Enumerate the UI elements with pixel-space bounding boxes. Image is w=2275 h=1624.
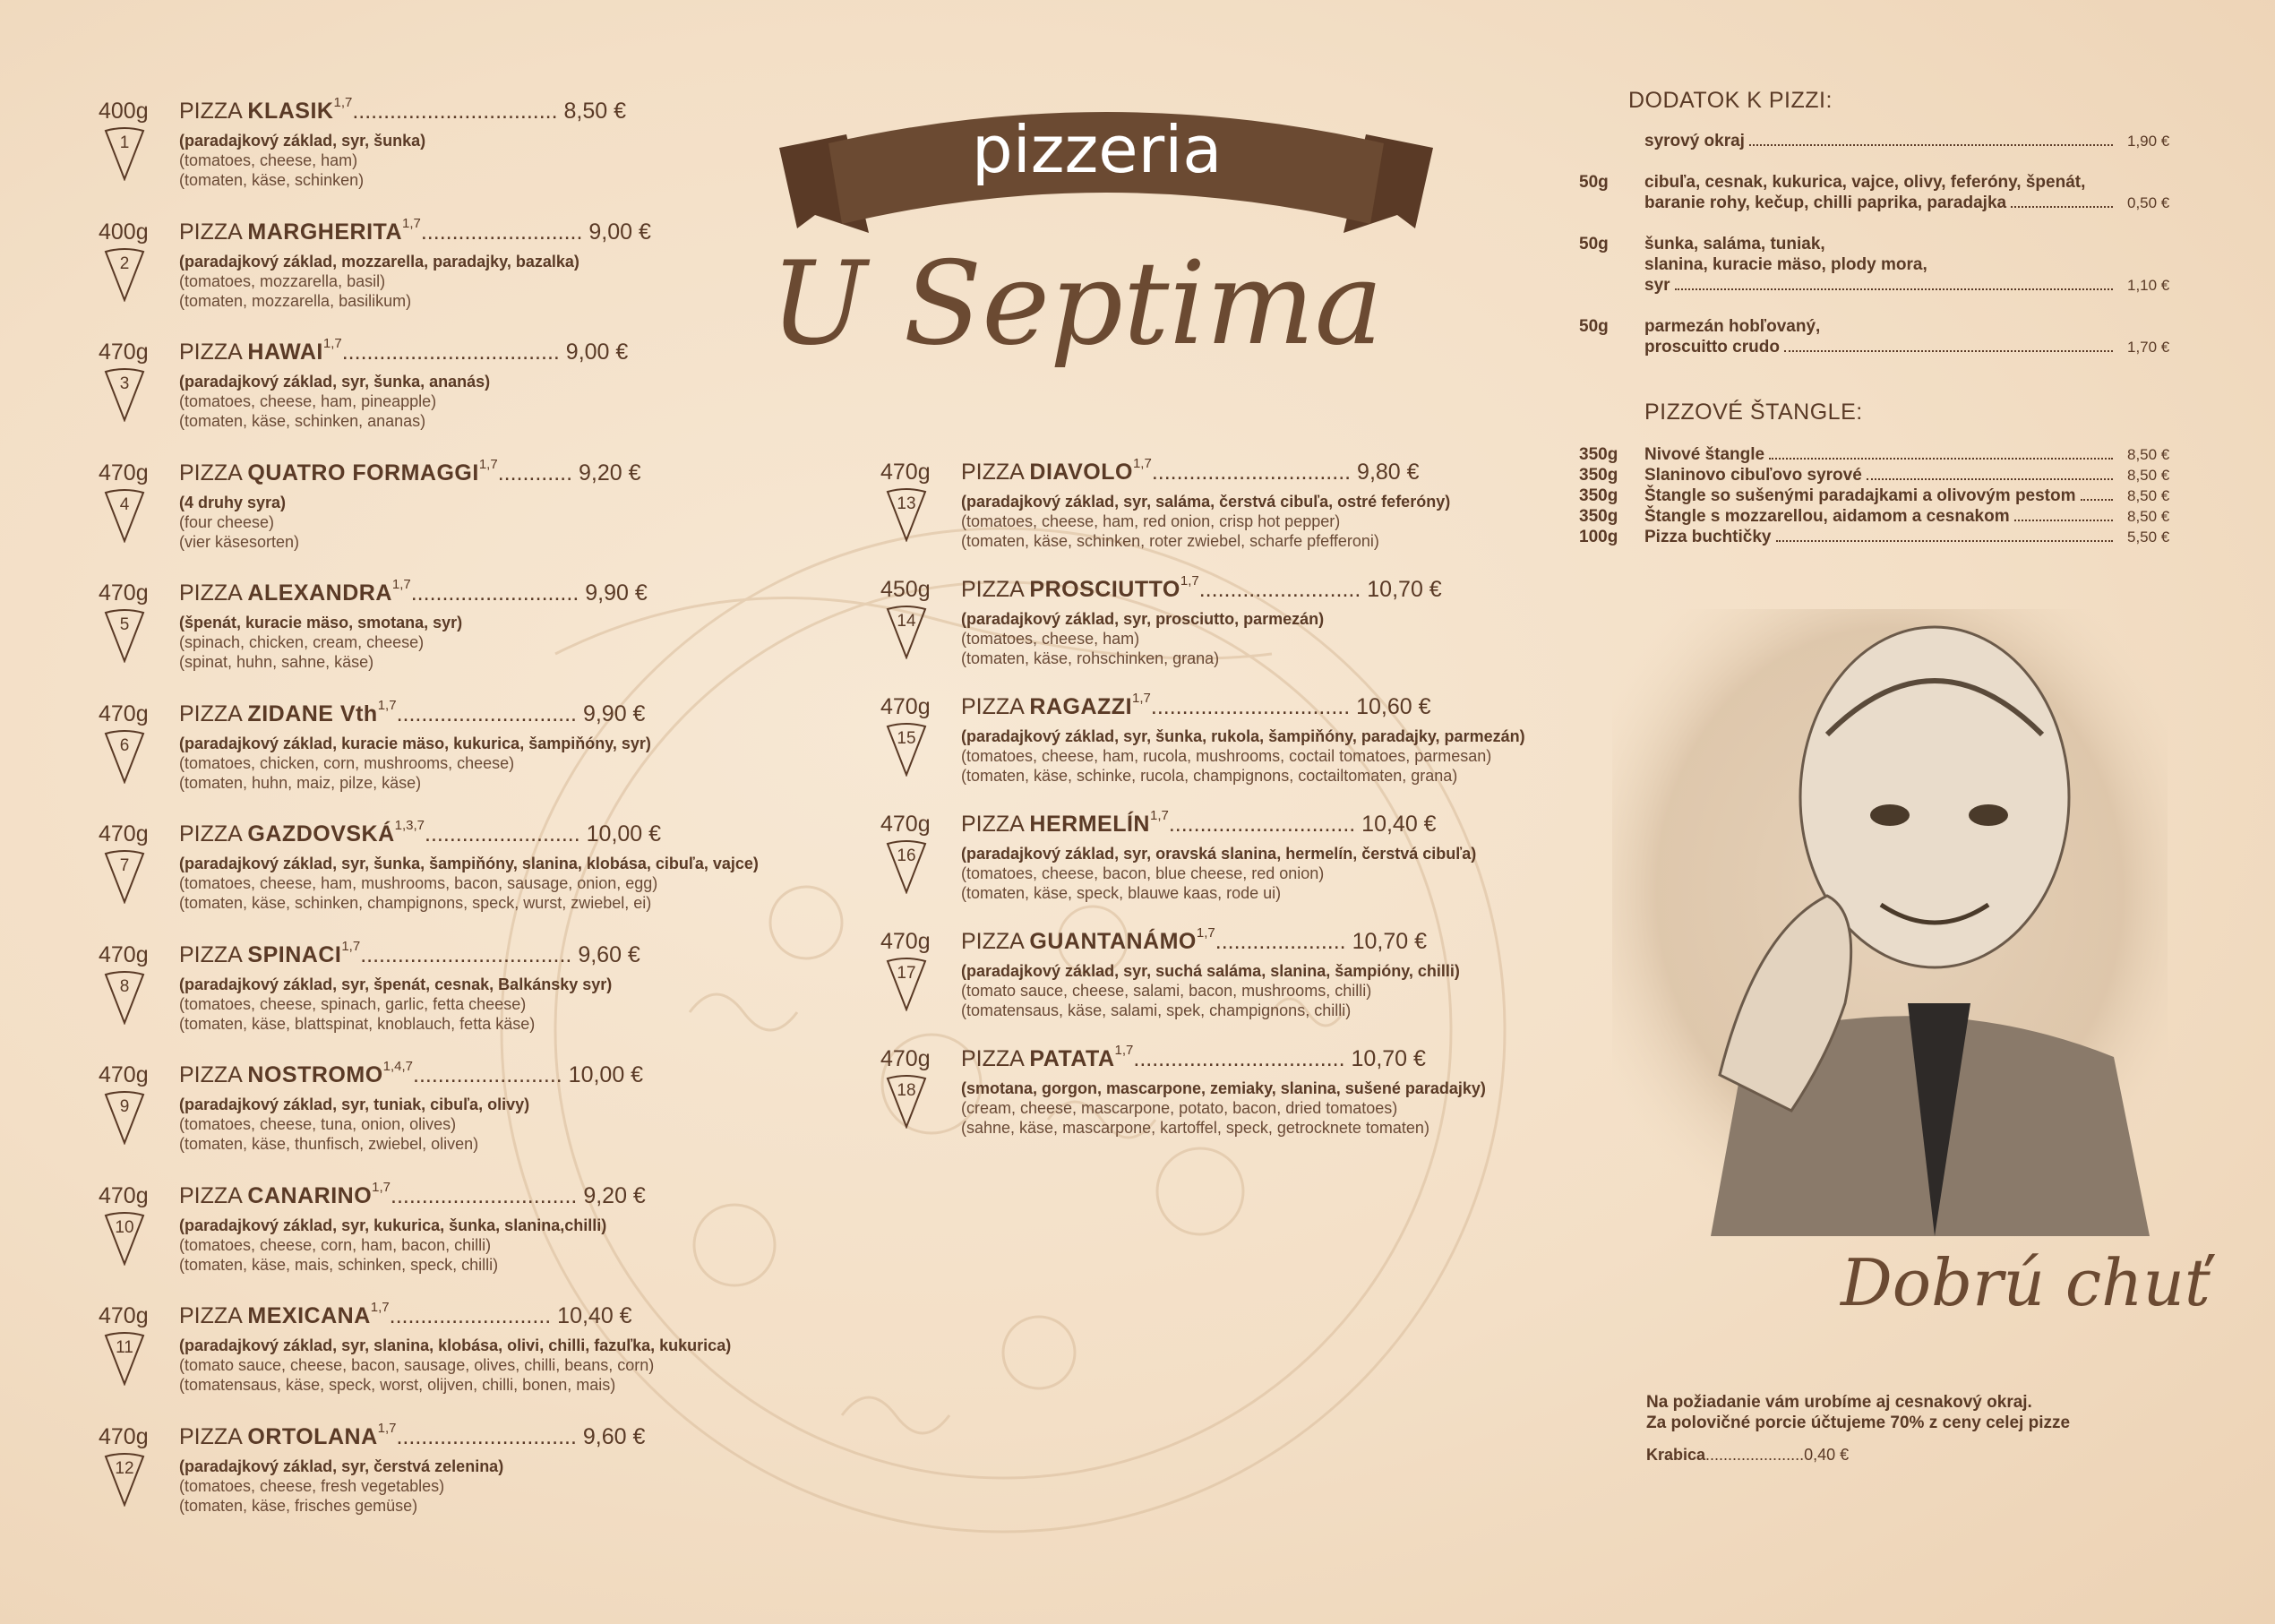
extra-weight — [1579, 173, 1609, 193]
pizza-number: 1 — [119, 133, 130, 152]
signoff-text: Dobrú chuť — [1841, 1245, 2211, 1320]
pizza-prefix: PIZZA — [179, 1062, 242, 1087]
pizza-number: 12 — [115, 1458, 134, 1478]
extra-text: parmezán hobľovaný, — [1644, 317, 1821, 336]
pizza-name: CANARINO — [247, 1182, 373, 1208]
pizza-desc-en: (tomatoes, cheese, ham, pineapple) — [179, 392, 437, 410]
pizza-desc-sk: (4 druhy syra) — [179, 493, 287, 511]
pizza-price: 10,00 € — [568, 1062, 644, 1087]
pizza-prefix: PIZZA — [179, 1423, 242, 1449]
pizza-allergens: 1,7 — [391, 577, 411, 592]
note-half-portions: Za polovičné porcie účtujeme 70% z ceny celej pizze — [1646, 1413, 2071, 1432]
pizza-title-line — [179, 697, 646, 727]
pizza-name: QUATRO FORMAGGI — [247, 460, 479, 485]
pizza-prefix: PIZZA — [961, 1046, 1024, 1071]
pizza-price: 10,70 € — [1352, 929, 1427, 954]
pizza-desc-sk: (paradajkový základ, syr, čerstvá zelenina) — [179, 1456, 504, 1475]
pizza-weight: 470g — [880, 929, 931, 954]
pizza-weight: 470g — [99, 1303, 149, 1328]
pizza-allergens: 1,7 — [377, 697, 397, 713]
pizza-number: 6 — [119, 735, 130, 755]
pizza-number: 4 — [119, 494, 130, 514]
pizza-slice-icon — [104, 489, 145, 537]
pizza-dots: ................................ — [1151, 460, 1352, 485]
pizza-weight: 470g — [99, 580, 149, 606]
pizza-desc-de: (tomaten, käse, blattspinat, knoblauch, fetta käse) — [179, 1014, 536, 1033]
extra-price: 0,50 € — [2127, 194, 2170, 211]
pizza-desc-sk: (paradajkový základ, syr, špenát, cesnak, Balkánsky syr) — [179, 975, 613, 993]
extra-text: syrový okraj — [1644, 132, 1745, 150]
extra-line — [1644, 255, 1927, 275]
pizza-allergens: 1,7 — [1180, 573, 1199, 589]
note-garlic-crust: Na požiadanie vám urobíme aj cesnakový okraj. — [1646, 1393, 2032, 1412]
pizza-desc-de: (tomatensaus, käse, speck, worst, olijven, chilli, bonen, mais) — [179, 1376, 616, 1394]
stangle-price: 8,50 € — [2127, 446, 2170, 463]
pizza-dots: ........................ — [413, 1062, 562, 1087]
pizza-desc-sk: (paradajkový základ, mozzarella, paradajky, bazalka) — [179, 252, 579, 271]
stangle-weight: 350g — [1579, 486, 1618, 505]
pizza-allergens: 1,7 — [1196, 925, 1215, 941]
pizza-slice-icon — [104, 127, 145, 176]
extra-dots — [1784, 349, 2113, 352]
pizza-slice-icon — [886, 958, 927, 1006]
pizza-slice-icon — [886, 840, 927, 889]
stangle-row — [1579, 528, 2113, 547]
pizza-slice-icon — [104, 1453, 145, 1501]
pizza-number: 10 — [115, 1217, 134, 1237]
stangle-dots — [2014, 519, 2113, 521]
pizza-prefix: PIZZA — [179, 941, 242, 967]
pizza-desc-de: (spinat, huhn, sahne, käse) — [179, 653, 374, 671]
pizza-price: 10,40 € — [557, 1303, 632, 1328]
pizza-desc-de: (tomaten, huhn, maiz, pilze, käse) — [179, 773, 422, 792]
pizza-prefix: PIZZA — [179, 99, 242, 124]
extras-title: DODATOK K PIZZI: — [1628, 88, 1833, 113]
pizza-desc-sk: (paradajkový základ, kuracie mäso, kukurica, šampiňóny, syr) — [179, 734, 651, 752]
pizza-slice-icon — [886, 488, 927, 537]
extra-text: šunka, saláma, tuniak, — [1644, 235, 1825, 253]
pizza-number: 2 — [119, 253, 130, 273]
extra-line — [1644, 317, 1820, 337]
pizza-weight: 400g — [99, 99, 149, 124]
pizza-desc-de: (vier käsesorten) — [179, 532, 300, 551]
stangle-weight: 350g — [1579, 507, 1618, 526]
pizza-title-line — [961, 573, 1442, 603]
box-dots: ...................... — [1705, 1446, 1805, 1464]
extra-line — [1644, 235, 1825, 254]
pizza-name: NOSTROMO — [247, 1062, 383, 1087]
extra-text: proscuitto crudo — [1644, 338, 1780, 357]
pizza-allergens: 1,7 — [402, 215, 421, 231]
pizza-title-line — [179, 1420, 646, 1450]
pizza-title-line — [179, 1179, 646, 1209]
extra-text: cibuľa, cesnak, kukurica, vajce, olivy, feferóny, špenát, — [1644, 173, 2086, 192]
pizza-desc-de: (sahne, käse, mascarpone, kartoffel, speck, getrocknete tomaten) — [961, 1119, 1429, 1137]
pizza-weight: 470g — [880, 694, 931, 719]
pizza-title-line — [179, 456, 641, 486]
stangle-price: 8,50 € — [2127, 487, 2170, 504]
pizza-weight: 470g — [880, 460, 931, 485]
extra-line — [1644, 338, 2113, 357]
extra-text: slanina, kuracie mäso, plody mora, — [1644, 255, 1927, 274]
pizza-weight: 470g — [99, 700, 149, 726]
pizza-desc-de: (tomaten, käse, mais, schinken, speck, chilli) — [179, 1255, 499, 1274]
pizza-title-line — [179, 818, 662, 847]
pizza-weight: 470g — [99, 1182, 149, 1208]
pizza-desc-en: (tomatoes, cheese, bacon, blue cheese, red onion) — [961, 864, 1325, 882]
pizza-prefix: PIZZA — [961, 577, 1024, 602]
pizza-slice-icon — [104, 609, 145, 657]
pizza-name: RAGAZZI — [1029, 694, 1133, 719]
pizza-price: 9,60 € — [578, 941, 640, 967]
pizza-prefix: PIZZA — [961, 460, 1024, 485]
pizza-desc-en: (tomatoes, chicken, corn, mushrooms, cheese) — [179, 753, 515, 772]
pizza-desc-en: (tomatoes, mozzarella, basil) — [179, 271, 386, 290]
pizza-allergens: 1,7 — [1149, 808, 1169, 823]
pizza-title-line — [179, 95, 627, 125]
extra-weight-value: 50g — [1579, 317, 1609, 336]
pizza-allergens: 1,7 — [377, 1420, 397, 1436]
pizza-dots: ............ — [497, 460, 573, 485]
pizza-price: 9,00 € — [588, 219, 651, 245]
stangle-weight: 350g — [1579, 466, 1618, 485]
pizza-prefix: PIZZA — [179, 1182, 242, 1208]
pizza-desc-de: (tomaten, käse, thunfisch, zwiebel, oliven) — [179, 1135, 479, 1153]
pizza-dots: .............................. — [391, 1182, 578, 1208]
pizza-slice-icon — [886, 606, 927, 654]
pizza-allergens: 1,7 — [372, 1179, 391, 1195]
stangle-dots — [1867, 477, 2113, 480]
pizza-price: 10,70 € — [1367, 577, 1442, 602]
pizza-slice-icon — [104, 248, 145, 296]
pizza-name: HAWAI — [247, 339, 323, 365]
pizza-allergens: 1,7 — [333, 95, 353, 110]
pizza-name: MARGHERITA — [247, 219, 402, 245]
pizza-name: DIAVOLO — [1029, 460, 1133, 485]
pizza-desc-sk: (paradajkový základ, syr, suchá saláma, slanina, šampióny, chilli) — [961, 962, 1460, 980]
pizza-desc-en: (tomatoes, cheese, ham, rucola, mushrooms, coctail tomatoes, parmesan) — [961, 747, 1492, 765]
extra-line — [1644, 173, 2085, 193]
extra-weight — [1579, 235, 1609, 254]
pizza-allergens: 1,4,7 — [382, 1059, 414, 1074]
pizza-price: 8,50 € — [563, 99, 627, 124]
pizza-dots: .................................. — [1133, 1046, 1345, 1071]
stangle-title: PIZZOVÉ ŠTANGLE: — [1644, 400, 1863, 425]
pizza-prefix: PIZZA — [179, 580, 242, 606]
pizza-desc-sk: (paradajkový základ, syr, tuniak, cibuľa, olivy) — [179, 1096, 530, 1113]
note-box — [1646, 1446, 1849, 1465]
stangle-name: Štangle s mozzarellou, aidamom a cesnakom — [1644, 507, 2010, 526]
extra-weight — [1579, 317, 1609, 337]
stangle-name: Nivové štangle — [1644, 445, 1765, 464]
pizza-allergens: 1,7 — [322, 336, 342, 351]
pizza-title-line — [179, 336, 629, 365]
pizza-desc-sk: (smotana, gorgon, mascarpone, zemiaky, slanina, sušené paradajky) — [961, 1079, 1486, 1097]
pizza-desc-en: (spinach, chicken, cream, cheese) — [179, 633, 425, 651]
pizza-number: 17 — [897, 964, 916, 983]
pizza-desc-en: (tomatoes, cheese, corn, ham, bacon, chilli) — [179, 1235, 492, 1254]
pizza-desc-de: (tomaten, käse, schinken) — [179, 171, 365, 189]
extra-price: 1,10 € — [2127, 277, 2170, 294]
pizza-slice-icon — [886, 1075, 927, 1123]
pizza-desc-en: (tomato sauce, cheese, bacon, sausage, olives, chilli, beans, corn) — [179, 1356, 655, 1374]
extra-dots — [2011, 205, 2113, 208]
pizza-name: PATATA — [1029, 1046, 1115, 1071]
pizza-name: MEXICANA — [247, 1303, 371, 1328]
pizza-number: 5 — [119, 615, 130, 634]
pizza-name: PROSCIUTTO — [1029, 577, 1180, 602]
pizza-prefix: PIZZA — [179, 1303, 242, 1328]
pizza-name: HERMELÍN — [1029, 812, 1150, 837]
pizza-desc-sk: (paradajkový základ, syr, oravská slanina, hermelín, čerstvá cibuľa) — [961, 845, 1477, 863]
pizza-name: GAZDOVSKÁ — [247, 821, 395, 846]
pizza-desc-sk: (paradajkový základ, syr, saláma, čerstvá cibuľa, ostré feferóny) — [961, 493, 1451, 511]
pizza-allergens: 1,7 — [1132, 456, 1152, 471]
pizza-dots: .......................... — [420, 219, 583, 245]
pizza-prefix: PIZZA — [961, 694, 1024, 719]
pizza-slice-icon — [104, 368, 145, 417]
pizza-title-line — [961, 456, 1420, 485]
stangle-dots — [1776, 539, 2114, 542]
pizza-desc-sk: (paradajkový základ, syr, kukurica, šunka, slanina,chilli) — [179, 1216, 607, 1234]
pizza-desc-sk: (špenát, kuracie mäso, smotana, syr) — [179, 614, 463, 632]
stangle-row — [1579, 445, 2113, 465]
stangle-row — [1579, 466, 2113, 485]
pizza-slice-icon — [104, 1332, 145, 1380]
pizza-number: 14 — [897, 612, 916, 631]
pizza-dots: ..................... — [1215, 929, 1346, 954]
pizza-desc-en: (tomato sauce, cheese, salami, bacon, mushrooms, chilli) — [961, 982, 1372, 1000]
pizza-name: SPINACI — [247, 941, 342, 967]
stangle-weight: 350g — [1579, 445, 1618, 464]
pizza-prefix: PIZZA — [179, 700, 242, 726]
pizza-name: ALEXANDRA — [247, 580, 392, 606]
pizza-title-line — [179, 215, 651, 245]
pizza-weight: 470g — [99, 1062, 149, 1087]
pizza-slice-icon — [104, 971, 145, 1019]
pizza-dots: ......................... — [425, 821, 580, 846]
extra-line — [1644, 276, 2113, 296]
portrait-photo — [1612, 609, 2168, 1236]
pizza-allergens: 1,7 — [1132, 691, 1151, 706]
pizza-desc-de: (tomatensaus, käse, salami, spek, champignons, chilli) — [961, 1001, 1352, 1019]
pizza-desc-sk: (paradajkový základ, syr, slanina, klobása, olivi, chilli, fazuľka, kukurica) — [179, 1336, 732, 1354]
pizza-weight: 470g — [99, 1423, 149, 1449]
pizza-number: 3 — [119, 374, 130, 393]
pizza-number: 9 — [119, 1097, 130, 1116]
pizza-price: 9,00 € — [565, 339, 629, 365]
pizza-price: 9,60 € — [582, 1423, 646, 1449]
pizza-allergens: 1,7 — [1114, 1043, 1134, 1058]
pizza-allergens: 1,7 — [370, 1300, 390, 1315]
pizza-desc-en: (tomatoes, cheese, ham, mushrooms, bacon, sausage, onion, egg) — [179, 874, 658, 892]
pizza-number: 8 — [119, 976, 130, 996]
pizza-allergens: 1,7 — [478, 456, 498, 472]
pizza-slice-icon — [104, 730, 145, 778]
pizza-price: 9,90 € — [582, 700, 646, 726]
pizza-desc-sk: (paradajkový základ, syr, prosciutto, parmezán) — [961, 610, 1325, 628]
pizza-desc-en: (tomatoes, cheese, tuna, onion, olives) — [179, 1115, 457, 1133]
pizza-number: 18 — [897, 1081, 916, 1100]
pizza-weight: 470g — [99, 339, 149, 365]
stangle-dots — [2081, 498, 2113, 501]
ribbon-label: pizzeria — [972, 112, 1223, 187]
pizza-desc-en: (four cheese) — [179, 512, 275, 531]
pizza-number: 16 — [897, 846, 916, 865]
pizza-weight: 400g — [99, 219, 149, 245]
stangle-row — [1579, 507, 2113, 527]
pizza-name: ORTOLANA — [247, 1423, 378, 1449]
pizza-price: 9,80 € — [1357, 460, 1420, 485]
stangle-name: Pizza buchtičky — [1644, 528, 1772, 546]
pizza-slice-icon — [886, 723, 927, 771]
stangle-row — [1579, 486, 2113, 506]
pizza-number: 7 — [119, 856, 130, 875]
pizza-dots: .......................... — [1198, 577, 1361, 602]
pizza-price: 9,20 € — [583, 1182, 646, 1208]
pizza-dots: .......................... — [389, 1303, 552, 1328]
pizza-prefix: PIZZA — [179, 339, 242, 365]
pizza-slice-icon — [104, 1091, 145, 1139]
pizza-name: KLASIK — [247, 99, 334, 124]
pizza-weight: 470g — [99, 941, 149, 967]
pizza-dots: ................................. — [352, 99, 558, 124]
pizza-slice-icon — [104, 1212, 145, 1260]
pizza-title-line — [961, 808, 1437, 838]
extra-price: 1,90 € — [2127, 133, 2170, 150]
pizza-desc-sk: (paradajkový základ, syr, šunka, ananás) — [179, 373, 491, 391]
extra-dots — [1675, 288, 2113, 290]
pizza-prefix: PIZZA — [179, 460, 242, 485]
pizza-title-line — [179, 1300, 632, 1329]
stangle-name: Slaninovo cibuľovo syrové — [1644, 466, 1862, 485]
pizza-weight: 470g — [880, 1046, 931, 1071]
box-price: 0,40 € — [1804, 1446, 1850, 1464]
pizza-desc-sk: (paradajkový základ, syr, šunka, rukola, šampiňóny, paradajky, parmezán) — [961, 727, 1525, 745]
pizza-dots: ............................. — [396, 700, 577, 726]
pizza-price: 10,00 € — [586, 821, 662, 846]
pizza-name: ZIDANE Vth — [247, 700, 378, 726]
pizza-allergens: 1,7 — [341, 938, 361, 954]
extra-text: baranie rohy, kečup, chilli paprika, paradajka — [1644, 193, 2007, 212]
extra-price: 1,70 € — [2127, 339, 2170, 356]
pizza-weight: 450g — [880, 577, 931, 602]
pizza-title-line — [179, 938, 640, 968]
stangle-name: Štangle so sušenými paradajkami a olivovým pestom — [1644, 486, 2076, 505]
pizza-price: 9,90 € — [585, 580, 648, 606]
pizza-dots: ................................... — [341, 339, 560, 365]
stangle-weight: 100g — [1579, 528, 1618, 546]
pizza-weight: 470g — [99, 460, 149, 485]
pizza-desc-de: (tomaten, käse, schinken, champignons, speck, wurst, zwiebel, ei) — [179, 894, 652, 912]
pizza-price: 9,20 € — [579, 460, 641, 485]
extra-weight-value: 50g — [1579, 235, 1609, 253]
extra-weight-value: 50g — [1579, 173, 1609, 192]
pizza-weight: 470g — [99, 821, 149, 846]
stangle-price: 8,50 € — [2127, 467, 2170, 484]
pizza-title-line — [179, 1059, 644, 1088]
box-label: Krabica — [1646, 1446, 1706, 1464]
pizza-title-line — [961, 1043, 1426, 1072]
pizza-dots: .................................. — [360, 941, 572, 967]
pizza-name: GUANTANÁMO — [1029, 929, 1197, 954]
pizza-desc-sk: (paradajkový základ, syr, šunka, šampiňóny, slanina, klobása, cibuľa, vajce) — [179, 855, 759, 872]
extra-text: syr — [1644, 276, 1670, 295]
pizza-number: 13 — [897, 494, 916, 513]
pizza-desc-en: (tomatoes, cheese, ham) — [179, 151, 358, 169]
extra-line — [1644, 193, 2113, 213]
pizza-slice-icon — [104, 850, 145, 898]
pizza-desc-en: (cream, cheese, mascarpone, potato, bacon, dried tomatoes) — [961, 1099, 1398, 1117]
extra-dots — [1749, 143, 2113, 146]
pizza-desc-en: (tomatoes, cheese, spinach, garlic, fetta cheese) — [179, 994, 527, 1013]
pizza-allergens: 1,3,7 — [394, 818, 425, 833]
pizza-desc-en: (tomatoes, cheese, fresh vegetables) — [179, 1476, 445, 1495]
pizza-desc-de: (tomaten, käse, speck, blauwe kaas, rode ui) — [961, 884, 1282, 902]
pizza-title-line — [961, 925, 1427, 955]
pizza-desc-en: (tomatoes, cheese, ham, red onion, crisp hot pepper) — [961, 512, 1341, 530]
pizza-desc-de: (tomaten, mozzarella, basilikum) — [179, 291, 412, 310]
pizza-desc-de: (tomaten, käse, frisches gemüse) — [179, 1496, 418, 1515]
extra-line — [1644, 132, 2113, 151]
pizza-weight: 470g — [880, 812, 931, 837]
pizza-desc-de: (tomaten, käse, schinken, roter zwiebel, scharfe pfefferoni) — [961, 532, 1379, 550]
restaurant-name: U Septima — [770, 237, 1383, 371]
pizza-prefix: PIZZA — [961, 929, 1024, 954]
pizza-dots: .............................. — [1168, 812, 1356, 837]
pizza-number: 11 — [116, 1338, 133, 1357]
pizza-dots: ................................ — [1150, 694, 1351, 719]
pizza-price: 10,60 € — [1356, 694, 1431, 719]
pizza-desc-de: (tomaten, käse, schinke, rucola, champignons, coctailtomaten, grana) — [961, 767, 1458, 785]
pizza-price: 10,40 € — [1361, 812, 1437, 837]
pizza-number: 15 — [897, 729, 916, 748]
pizza-title-line — [961, 691, 1431, 720]
pizza-prefix: PIZZA — [179, 821, 242, 846]
pizza-title-line — [179, 577, 648, 606]
pizza-desc-sk: (paradajkový základ, syr, šunka) — [179, 132, 426, 150]
pizza-prefix: PIZZA — [179, 219, 242, 245]
pizza-prefix: PIZZA — [961, 812, 1024, 837]
pizza-desc-en: (tomatoes, cheese, ham) — [961, 630, 1140, 648]
pizza-desc-de: (tomaten, käse, rohschinken, grana) — [961, 649, 1220, 667]
stangle-dots — [1769, 457, 2113, 460]
stangle-price: 8,50 € — [2127, 508, 2170, 525]
stangle-price: 5,50 € — [2127, 528, 2170, 546]
pizza-dots: ........................... — [410, 580, 579, 606]
pizza-dots: ............................. — [396, 1423, 577, 1449]
pizza-desc-de: (tomaten, käse, schinken, ananas) — [179, 412, 426, 430]
pizza-price: 10,70 € — [1351, 1046, 1426, 1071]
